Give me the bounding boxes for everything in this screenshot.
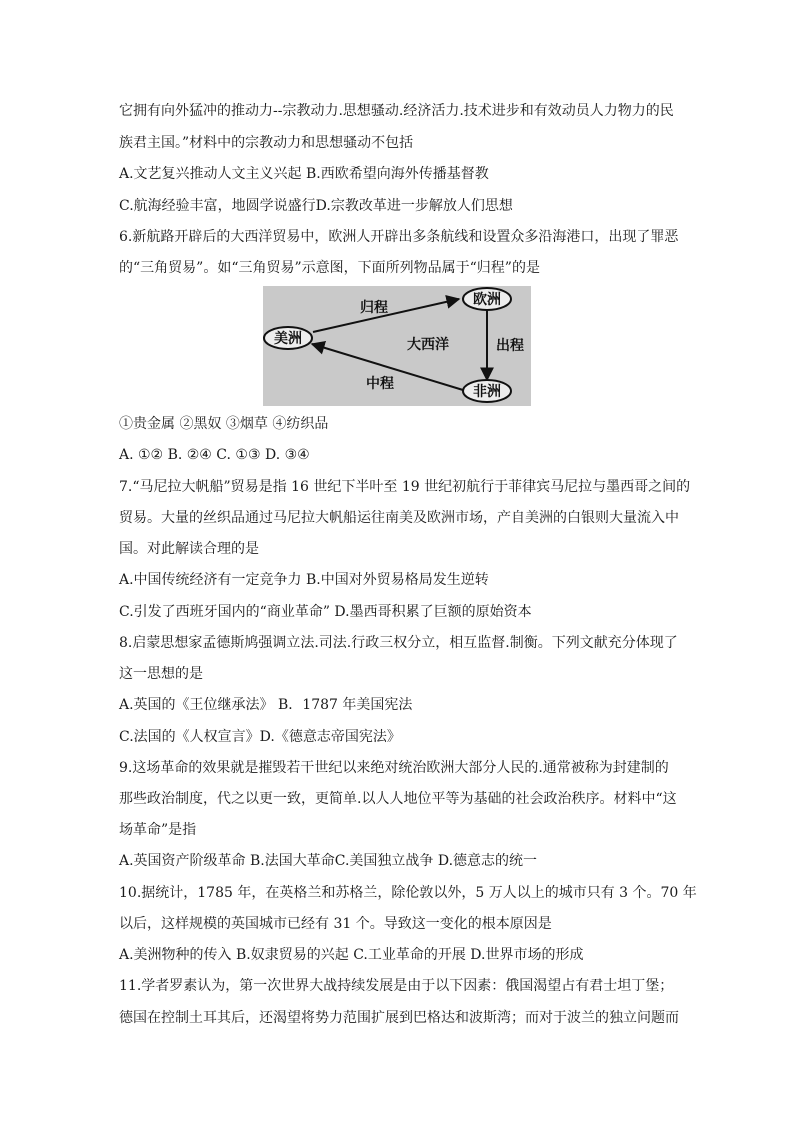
- q8-stem-line-2: 这一思想的是: [119, 666, 203, 682]
- edge-middle-label: 中程: [366, 376, 394, 392]
- q10-stem-line-1: 10.据统计，1785 年，在英格兰和苏格兰，除伦敦以外，5 万人以上的城市只有 3 个。70 年: [119, 885, 697, 901]
- q6-stem-line-1: 6.新航路开辟后的大西洋贸易中，欧洲人开辟出多条航线和设置众多沿海港口，出现了罪恶: [119, 229, 679, 245]
- q5-stem-line-1: 它拥有向外猛冲的推动力--宗教动力.思想骚动.经济活力.技术进步和有效动员人力物力的民: [119, 103, 674, 119]
- q10-stem-line-2: 以后，这样规模的英国城市已经有 31 个。导致这一变化的根本原因是: [119, 916, 552, 932]
- q9-stem-line-3: 场革命”是指: [119, 822, 197, 838]
- q8-stem-line-1: 8.启蒙思想家孟德斯鸠强调立法.司法.行政三权分立，相互监督.制衡。下列文献充分体现了: [119, 635, 678, 651]
- q7-options-cd: C.引发了西班牙国内的“商业革命” D.墨西哥积累了巨额的原始资本: [119, 604, 532, 620]
- q7-stem-line-2: 贸易。大量的丝织品通过马尼拉大帆船运往南美及欧洲市场，产自美洲的白银则大量流入中: [119, 510, 679, 526]
- triangle-trade-diagram: [263, 286, 531, 406]
- q9-stem-line-2: 那些政治制度，代之以更一致，更简单.以人人地位平等为基础的社会政治秩序。材料中“这: [119, 791, 677, 807]
- q6-options: A. ①② B. ②④ C. ①③ D. ③④: [119, 447, 310, 463]
- q9-stem-line-1: 9.这场革命的效果就是摧毁若干世纪以来绝对统治欧洲大部分人民的.通常被称为封建制的: [119, 760, 669, 776]
- q6-items: ①贵金属 ②黑奴 ③烟草 ④纺织品: [119, 416, 329, 432]
- q9-options: A.英国资产阶级革命 B.法国大革命C.美国独立战争 D.德意志的统一: [119, 853, 538, 869]
- q11-stem-line-1: 11.学者罗素认为，第一次世界大战持续发展是由于以下因素：俄国渴望占有君士坦丁堡；: [119, 978, 674, 994]
- node-america-label: 美洲: [274, 331, 302, 347]
- q5-stem-line-2: 族君主国。”材料中的宗教动力和思想骚动不包括: [119, 135, 414, 151]
- edge-return-label: 归程: [360, 300, 388, 316]
- q7-options-ab: A.中国传统经济有一定竞争力 B.中国对外贸易格局发生逆转: [119, 572, 489, 588]
- q5-options-cd: C.航海经验丰富，地圆学说盛行D.宗教改革进一步解放人们思想: [119, 198, 513, 214]
- q5-options-ab: A.文艺复兴推动人文主义兴起 B.西欧希望向海外传播基督教: [119, 166, 489, 182]
- q6-stem-line-2: 的“三角贸易”。如“三角贸易”示意图，下面所列物品属于“归程”的是: [119, 260, 540, 276]
- q7-stem-line-1: 7.“马尼拉大帆船”贸易是指 16 世纪下半叶至 19 世纪初航行于菲律宾马尼拉与墨西哥之间的: [119, 479, 691, 495]
- center-label: 大西洋: [407, 337, 449, 353]
- node-europe-label: 欧洲: [473, 292, 501, 308]
- q8-options-cd: C.法国的《人权宣言》D.《德意志帝国宪法》: [119, 729, 401, 745]
- q11-stem-line-2: 德国在控制土耳其后，还渴望将势力范围扩展到巴格达和波斯湾；而对于波兰的独立问题而: [119, 1010, 679, 1026]
- q7-stem-line-3: 国。对此解读合理的是: [119, 541, 259, 557]
- q8-options-ab: A.英国的《王位继承法》 B．1787 年美国宪法: [119, 697, 413, 713]
- edge-outbound-label: 出程: [496, 338, 524, 354]
- node-africa-label: 非洲: [473, 384, 501, 400]
- q10-options: A.美洲物种的传入 B.奴隶贸易的兴起 C.工业革命的开展 D.世界市场的形成: [119, 947, 584, 963]
